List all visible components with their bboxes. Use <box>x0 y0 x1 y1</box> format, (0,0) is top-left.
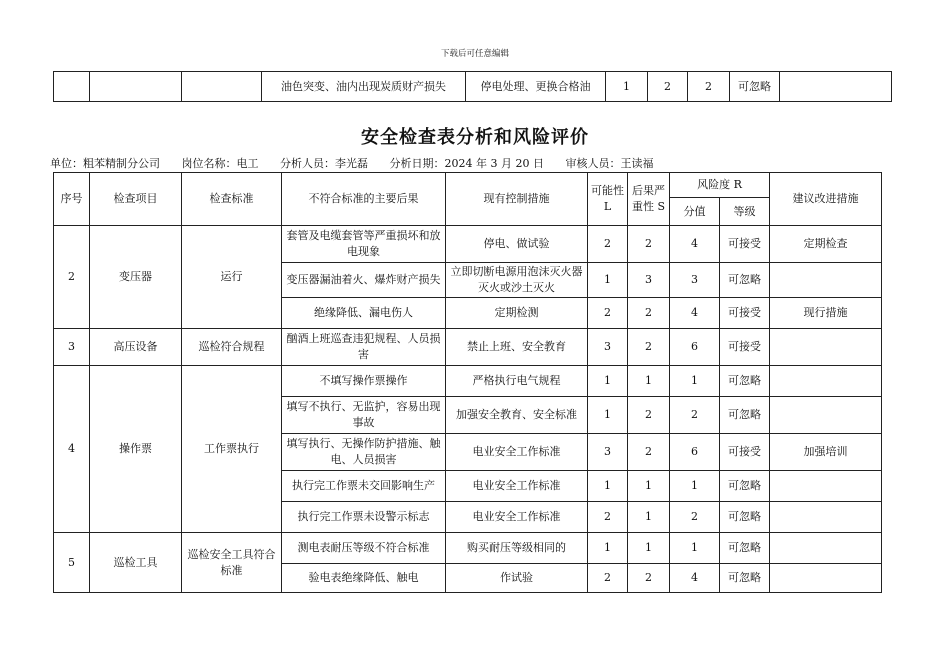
standard-cell: 巡检符合规程 <box>182 329 282 366</box>
consequence-cell: 填写执行、无操作防护措施、触电、人员损害 <box>282 434 446 471</box>
item-cell: 操作票 <box>90 366 182 533</box>
header-item: 检查项目 <box>90 173 182 226</box>
risk-level-cell: 可忽略 <box>720 471 770 502</box>
header-risk: 风险度 R <box>670 173 770 198</box>
risk-level-cell: 可接受 <box>720 226 770 263</box>
control-cell: 电业安全工作标准 <box>446 502 588 533</box>
risk-score-cell: 1 <box>670 533 720 564</box>
likelihood-cell: 2 <box>588 226 628 263</box>
seq-cell: 4 <box>54 366 90 533</box>
consequence-cell: 执行完工作票未设警示标志 <box>282 502 446 533</box>
page-title: 安全检查表分析和风险评价 <box>361 127 589 148</box>
seq-cell: 5 <box>54 533 90 593</box>
risk-score-cell: 2 <box>688 72 730 102</box>
table-row <box>54 72 892 102</box>
control-cell: 加强安全教育、安全标准 <box>446 397 588 434</box>
suggestion-cell <box>770 533 882 564</box>
suggestion-cell: 现行措施 <box>770 298 882 329</box>
likelihood-cell: 1 <box>588 471 628 502</box>
item-cell: 巡检工具 <box>90 533 182 593</box>
info-line <box>50 155 671 171</box>
risk-level-cell: 可忽略 <box>730 72 780 102</box>
header-consequence: 不符合标准的主要后果 <box>282 173 446 226</box>
date-label: 分析日期：2024 年 3 月 20 日 <box>389 157 544 170</box>
severity-cell: 2 <box>648 72 688 102</box>
likelihood-cell: 1 <box>588 397 628 434</box>
item-cell: 变压器 <box>90 226 182 329</box>
likelihood-cell: 1 <box>588 263 628 298</box>
severity-cell: 2 <box>628 397 670 434</box>
consequence-cell: 油色突变、油内出现炭质财产损失 <box>262 72 466 102</box>
control-cell: 作试验 <box>446 564 588 593</box>
header-control: 现有控制措施 <box>446 173 588 226</box>
unit-label: 单位：粗苯精制分公司 <box>50 157 160 170</box>
header-score: 分值 <box>670 198 720 226</box>
suggestion-cell <box>770 397 882 434</box>
risk-score-cell: 3 <box>670 263 720 298</box>
suggestion-cell: 加强培训 <box>770 434 882 471</box>
risk-score-cell: 6 <box>670 434 720 471</box>
suggestion-cell <box>770 366 882 397</box>
reviewer-label: 审核人员：王读福 <box>565 157 654 170</box>
severity-cell: 1 <box>628 471 670 502</box>
table-body <box>54 226 882 593</box>
standard-cell: 运行 <box>182 226 282 329</box>
header-suggestion: 建议改进措施 <box>770 173 882 226</box>
suggestion-cell: 定期检查 <box>770 226 882 263</box>
control-cell: 立即切断电源用泡沫灭火器灭火或沙土灭火 <box>446 263 588 298</box>
severity-cell: 1 <box>628 366 670 397</box>
suggestion-cell <box>770 471 882 502</box>
header-standard: 检查标准 <box>182 173 282 226</box>
table-row <box>54 533 882 564</box>
standard-cell <box>182 72 262 102</box>
likelihood-cell: 3 <box>588 329 628 366</box>
risk-level-cell: 可接受 <box>720 298 770 329</box>
suggestion-cell <box>780 72 892 102</box>
risk-score-cell: 4 <box>670 564 720 593</box>
suggestion-cell <box>770 329 882 366</box>
control-cell: 停电处理、更换合格油 <box>466 72 606 102</box>
risk-table <box>53 172 882 593</box>
risk-level-cell: 可忽略 <box>720 263 770 298</box>
risk-score-cell: 1 <box>670 366 720 397</box>
consequence-cell: 执行完工作票未交回影响生产 <box>282 471 446 502</box>
risk-level-cell: 可接受 <box>720 434 770 471</box>
consequence-cell: 填写不执行、无监护，容易出现事故 <box>282 397 446 434</box>
suggestion-cell <box>770 263 882 298</box>
severity-cell: 2 <box>628 226 670 263</box>
risk-level-cell: 可忽略 <box>720 564 770 593</box>
risk-level-cell: 可接受 <box>720 329 770 366</box>
likelihood-cell: 2 <box>588 502 628 533</box>
risk-score-cell: 1 <box>670 471 720 502</box>
likelihood-cell: 1 <box>606 72 648 102</box>
control-cell: 购买耐压等级相同的 <box>446 533 588 564</box>
header-row <box>54 173 882 198</box>
severity-cell: 1 <box>628 502 670 533</box>
consequence-cell: 不填写操作票操作 <box>282 366 446 397</box>
risk-score-cell: 2 <box>670 397 720 434</box>
standard-cell: 巡检安全工具符合标准 <box>182 533 282 593</box>
seq-cell: 3 <box>54 329 90 366</box>
control-cell: 严格执行电气规程 <box>446 366 588 397</box>
risk-score-cell: 2 <box>670 502 720 533</box>
consequence-cell: 绝缘降低、漏电伤人 <box>282 298 446 329</box>
consequence-cell: 测电表耐压等级不符合标准 <box>282 533 446 564</box>
severity-cell: 2 <box>628 329 670 366</box>
risk-level-cell: 可忽略 <box>720 533 770 564</box>
consequence-cell: 酗酒上班巡查违犯规程、人员损害 <box>282 329 446 366</box>
control-cell: 定期检测 <box>446 298 588 329</box>
suggestion-cell <box>770 564 882 593</box>
table-row <box>54 366 882 397</box>
seq-cell: 2 <box>54 226 90 329</box>
consequence-cell: 套管及电缆套管等严重损坏和放电现象 <box>282 226 446 263</box>
risk-score-cell: 4 <box>670 298 720 329</box>
analyst-label: 分析人员：李光磊 <box>280 157 368 170</box>
severity-cell: 3 <box>628 263 670 298</box>
likelihood-cell: 1 <box>588 533 628 564</box>
likelihood-cell: 2 <box>588 564 628 593</box>
consequence-cell: 变压器漏油着火、爆炸财产损失 <box>282 263 446 298</box>
likelihood-cell: 1 <box>588 366 628 397</box>
header-seq: 序号 <box>54 173 90 226</box>
header-note: 下载后可任意编辑 <box>440 49 509 59</box>
table-row <box>54 226 882 263</box>
control-cell: 电业安全工作标准 <box>446 471 588 502</box>
header-likelihood: 可能性 L <box>588 173 628 226</box>
control-cell: 禁止上班、安全教育 <box>446 329 588 366</box>
standard-cell: 工作票执行 <box>182 366 282 533</box>
seq-cell <box>54 72 90 102</box>
risk-score-cell: 4 <box>670 226 720 263</box>
suggestion-cell <box>770 502 882 533</box>
header-severity: 后果严重性 S <box>628 173 670 226</box>
likelihood-cell: 3 <box>588 434 628 471</box>
likelihood-cell: 2 <box>588 298 628 329</box>
risk-level-cell: 可忽略 <box>720 366 770 397</box>
severity-cell: 2 <box>628 298 670 329</box>
continuation-table <box>53 71 892 102</box>
item-cell <box>90 72 182 102</box>
severity-cell: 2 <box>628 564 670 593</box>
control-cell: 停电、做试验 <box>446 226 588 263</box>
severity-cell: 1 <box>628 533 670 564</box>
risk-level-cell: 可忽略 <box>720 502 770 533</box>
consequence-cell: 验电表绝缘降低、触电 <box>282 564 446 593</box>
risk-score-cell: 6 <box>670 329 720 366</box>
table-row <box>54 329 882 366</box>
risk-level-cell: 可忽略 <box>720 397 770 434</box>
control-cell: 电业安全工作标准 <box>446 434 588 471</box>
item-cell: 高压设备 <box>90 329 182 366</box>
post-label: 岗位名称：电工 <box>181 157 259 170</box>
header-level: 等级 <box>720 198 770 226</box>
severity-cell: 2 <box>628 434 670 471</box>
